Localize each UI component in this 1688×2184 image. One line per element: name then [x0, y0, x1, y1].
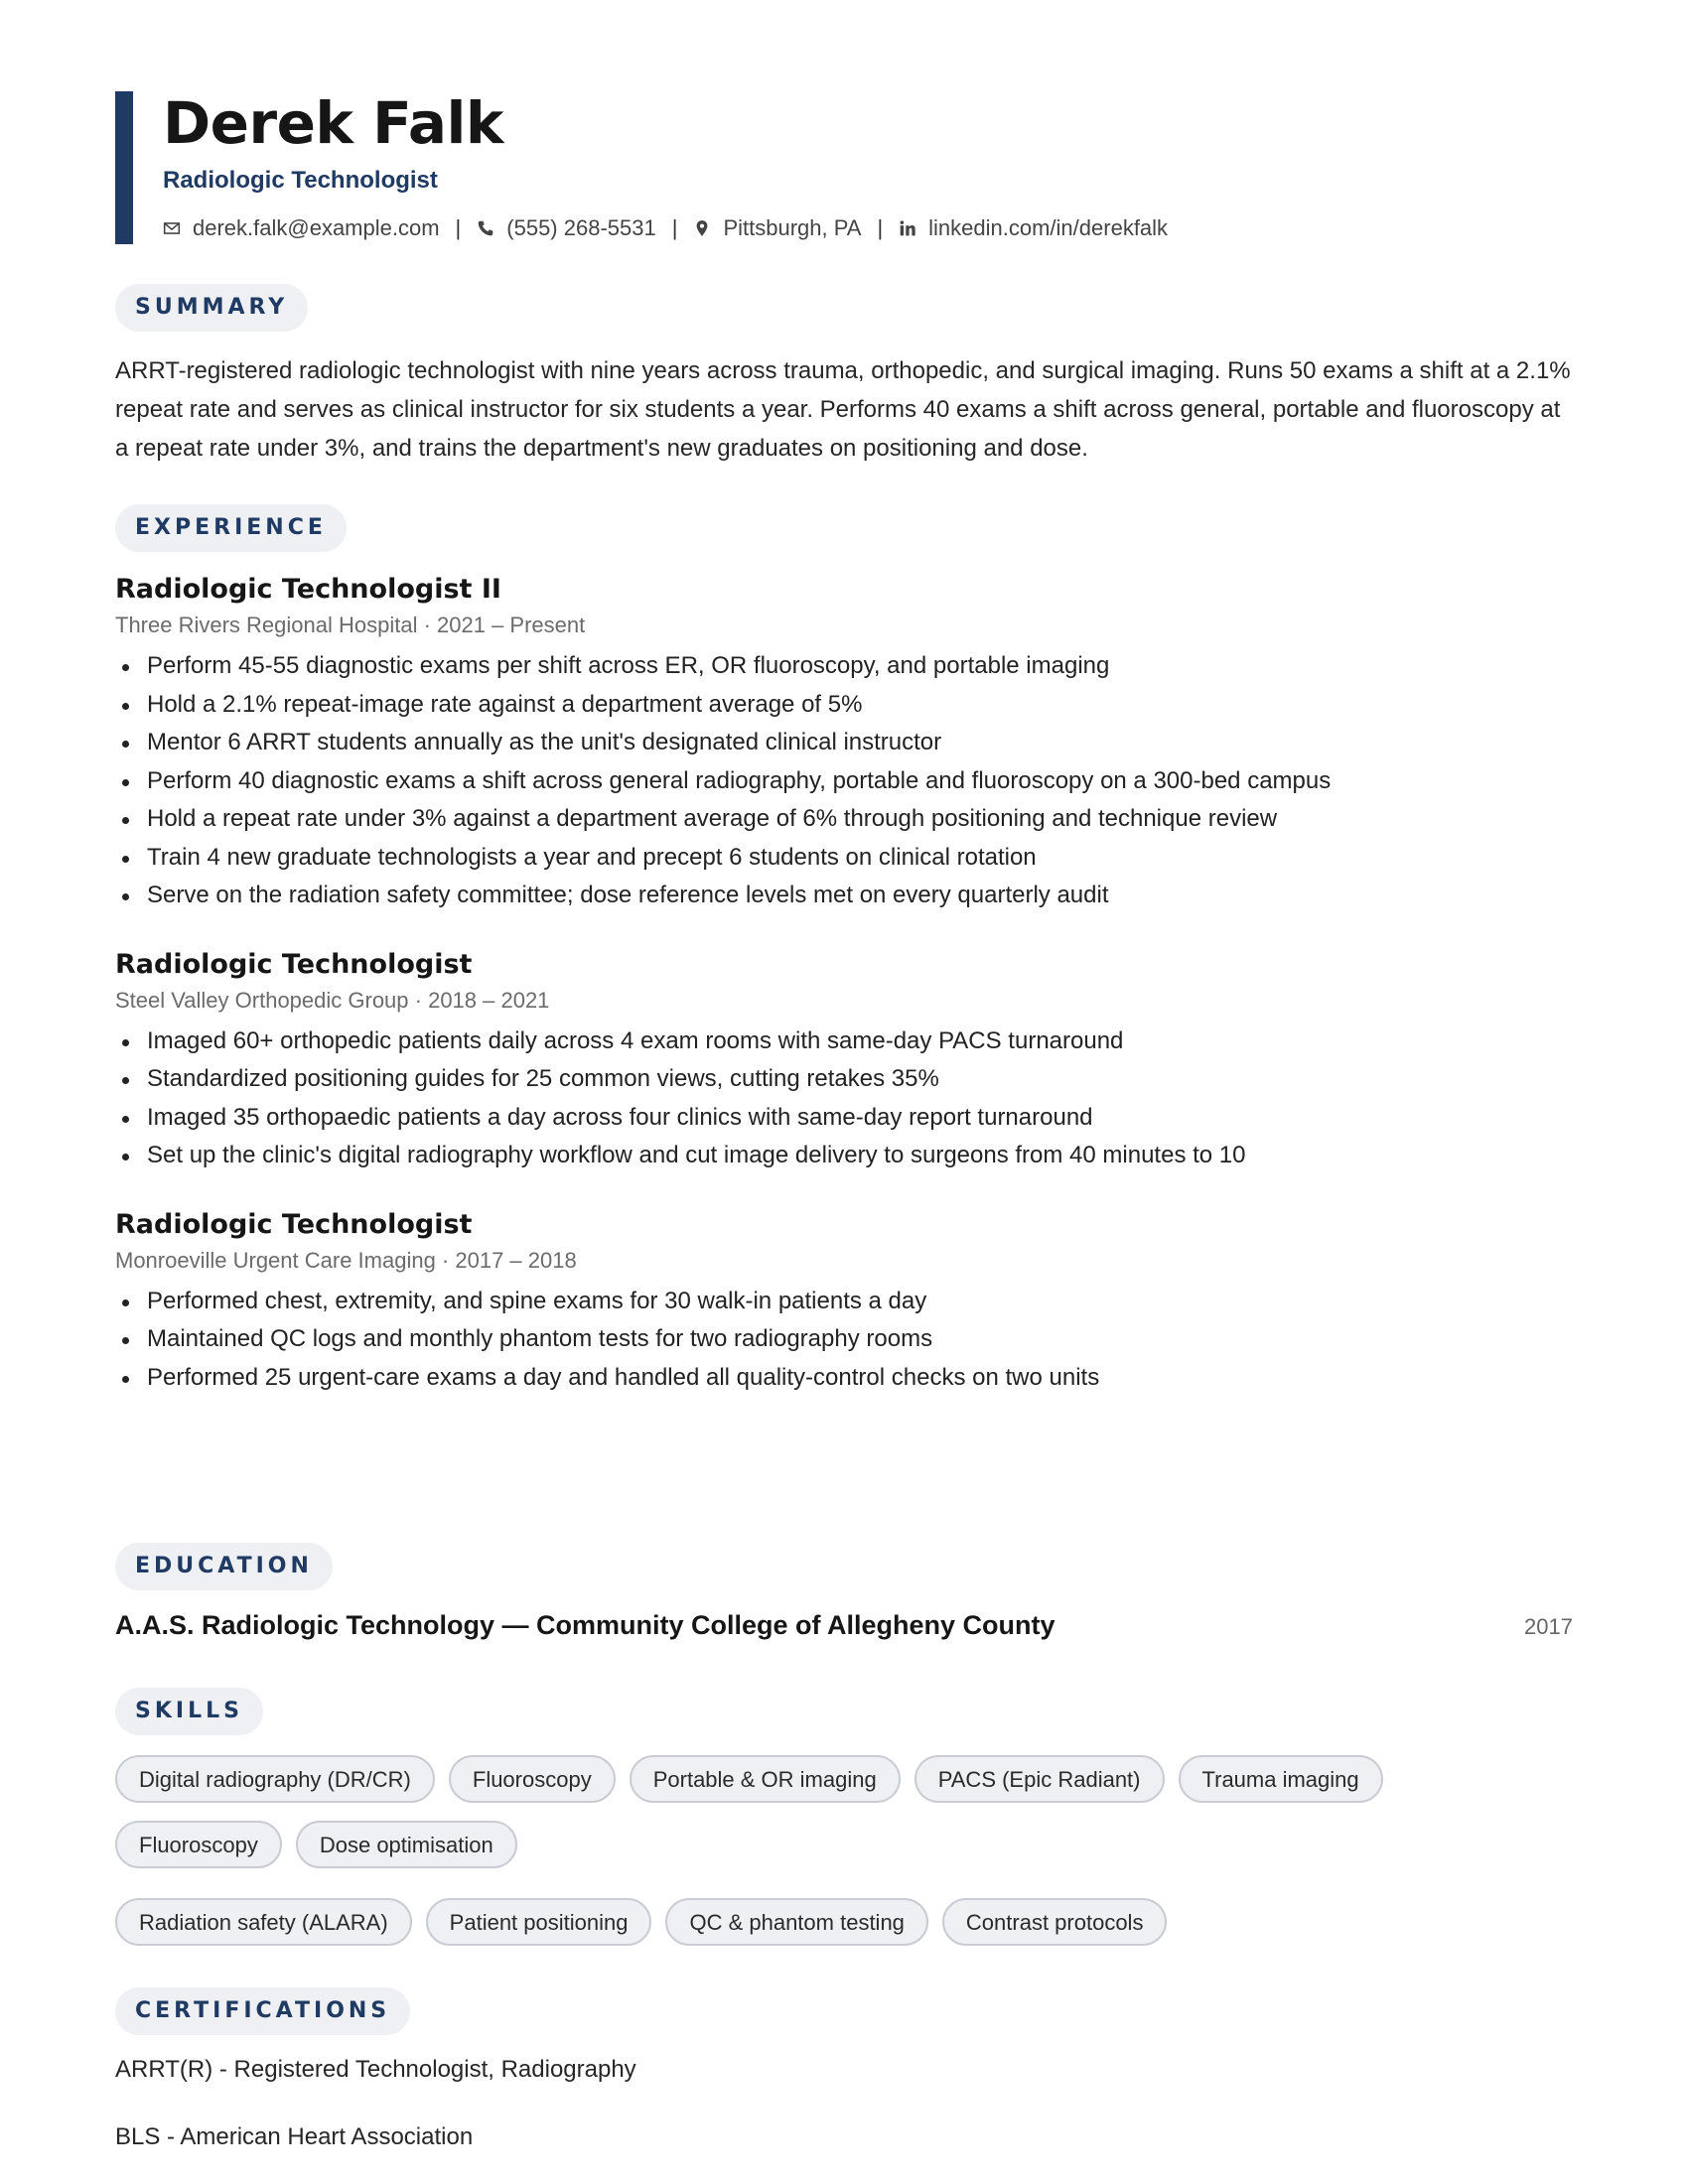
contact-email[interactable] — [163, 214, 440, 242]
skill-chip: Trauma imaging — [1179, 1755, 1383, 1803]
linkedin-text: linkedin.com/in/derekfalk — [928, 215, 1169, 240]
education-year: 2017 — [1524, 1614, 1573, 1639]
job-bullets — [115, 1283, 1573, 1398]
skill-chip: Patient positioning — [426, 1898, 652, 1946]
job-title: Radiologic Technologist — [115, 948, 473, 980]
job-bullet: Train 4 new graduate technologists a year and precept 6 students on clinical rotation — [115, 839, 1573, 878]
contact-separator: | — [877, 215, 884, 240]
job-bullet: Perform 40 diagnostic exams a shift across general radiography, portable and fluoroscopy on a 300-bed campus — [115, 762, 1573, 801]
skill-chip: Contrast protocols — [942, 1898, 1168, 1946]
skill-chip: Portable & OR imaging — [630, 1755, 901, 1803]
skill-chip: Digital radiography (DR/CR) — [115, 1755, 435, 1803]
skill-chip: Radiation safety (ALARA) — [115, 1898, 412, 1946]
contact-linkedin[interactable] — [899, 214, 1168, 242]
location-text: Pittsburgh, PA — [723, 215, 862, 240]
job-entry — [115, 572, 1573, 915]
location-pin-icon — [693, 219, 711, 237]
certification-item: BLS - American Heart Association — [115, 2123, 474, 2150]
certifications-section — [115, 1987, 1573, 2152]
skills-group — [115, 1755, 1573, 1886]
certification-item: ARRT(R) - Registered Technologist, Radiography — [115, 2056, 636, 2083]
section-heading-education: EDUCATION — [115, 1543, 333, 1590]
summary-text: ARRT-registered radiologic technologist with nine years across trauma, orthopedic, and surgical imaging. Runs 50 exams a shift at a 2.1% repeat rate and serves as clinical instructor for six students a year. Performs 40 exams a shift across general, portable and fluoroscopy at a repeat rate under 3%, and trains the department's new graduates on positioning and dose. — [115, 357, 1571, 462]
section-heading-skills: SKILLS — [115, 1688, 263, 1735]
job-bullets — [115, 1023, 1573, 1175]
job-meta: Three Rivers Regional Hospital · 2021 – Present — [115, 613, 586, 637]
job-bullet: Performed 25 urgent-care exams a day and handled all quality-control checks on two units — [115, 1359, 1573, 1398]
phone-icon — [477, 219, 494, 237]
job-title: Radiologic Technologist — [115, 1208, 473, 1240]
job-bullets — [115, 647, 1573, 915]
skills-group — [115, 1898, 1573, 1964]
section-heading-summary: SUMMARY — [115, 284, 308, 332]
job-meta: Steel Valley Orthopedic Group · 2018 – 2021 — [115, 987, 550, 1013]
resume-page — [115, 89, 1573, 2150]
experience-section — [115, 504, 1573, 1397]
skill-chip: Dose optimisation — [296, 1821, 517, 1868]
linkedin-icon — [899, 219, 916, 237]
job-bullet: Serve on the radiation safety committee; dose reference levels met on every quarterly audit — [115, 877, 1573, 915]
job-bullet: Imaged 35 orthopaedic patients a day across four clinics with same-day report turnaround — [115, 1099, 1573, 1138]
education-entry — [115, 1610, 1573, 1641]
job-meta: Monroeville Urgent Care Imaging · 2017 – 2018 — [115, 1247, 577, 1273]
summary-section — [115, 284, 1573, 468]
contact-separator: | — [671, 215, 678, 240]
job-bullet: Mentor 6 ARRT students annually as the unit's designated clinical instructor — [115, 724, 1573, 762]
job-entry — [115, 947, 1573, 1175]
job-entry — [115, 1207, 1573, 1398]
job-bullet: Performed chest, extremity, and spine exams for 30 walk-in patients a day — [115, 1283, 1573, 1321]
job-bullet: Standardized positioning guides for 25 common views, cutting retakes 35% — [115, 1060, 1573, 1099]
contact-separator: | — [455, 215, 462, 240]
job-bullet: Hold a repeat rate under 3% against a department average of 6% through positioning and technique review — [115, 800, 1573, 839]
skills-section — [115, 1688, 1573, 1964]
skill-chip: Fluoroscopy — [115, 1821, 282, 1868]
contact-line — [163, 214, 1573, 242]
job-bullet: Set up the clinic's digital radiography workflow and cut image delivery to surgeons from 40 minutes to 10 — [115, 1137, 1573, 1175]
accent-bar — [115, 91, 133, 244]
email-text: derek.falk@example.com — [193, 215, 440, 240]
resume-header — [115, 91, 1573, 244]
job-bullet: Hold a 2.1% repeat-image rate against a department average of 5% — [115, 686, 1573, 725]
job-title: Radiologic Technologist II — [115, 574, 501, 605]
education-section — [115, 1543, 1573, 1641]
candidate-title: Radiologic Technologist — [163, 167, 438, 194]
contact-location — [693, 214, 861, 242]
section-heading-experience: EXPERIENCE — [115, 504, 347, 552]
skill-chip: QC & phantom testing — [665, 1898, 927, 1946]
contact-phone[interactable] — [477, 214, 655, 242]
skill-chip: Fluoroscopy — [449, 1755, 616, 1803]
section-heading-certifications: CERTIFICATIONS — [115, 1987, 410, 2035]
mail-icon — [163, 219, 181, 237]
phone-text: (555) 268-5531 — [506, 215, 656, 240]
candidate-name: Derek Falk — [163, 89, 503, 157]
education-degree: A.A.S. Radiologic Technology — Community College of Allegheny County — [115, 1610, 1055, 1640]
job-bullet: Maintained QC logs and monthly phantom tests for two radiography rooms — [115, 1320, 1573, 1359]
job-bullet: Perform 45-55 diagnostic exams per shift across ER, OR fluoroscopy, and portable imaging — [115, 647, 1573, 686]
skill-chip: PACS (Epic Radiant) — [914, 1755, 1165, 1803]
job-bullet: Imaged 60+ orthopedic patients daily across 4 exam rooms with same-day PACS turnaround — [115, 1023, 1573, 1061]
